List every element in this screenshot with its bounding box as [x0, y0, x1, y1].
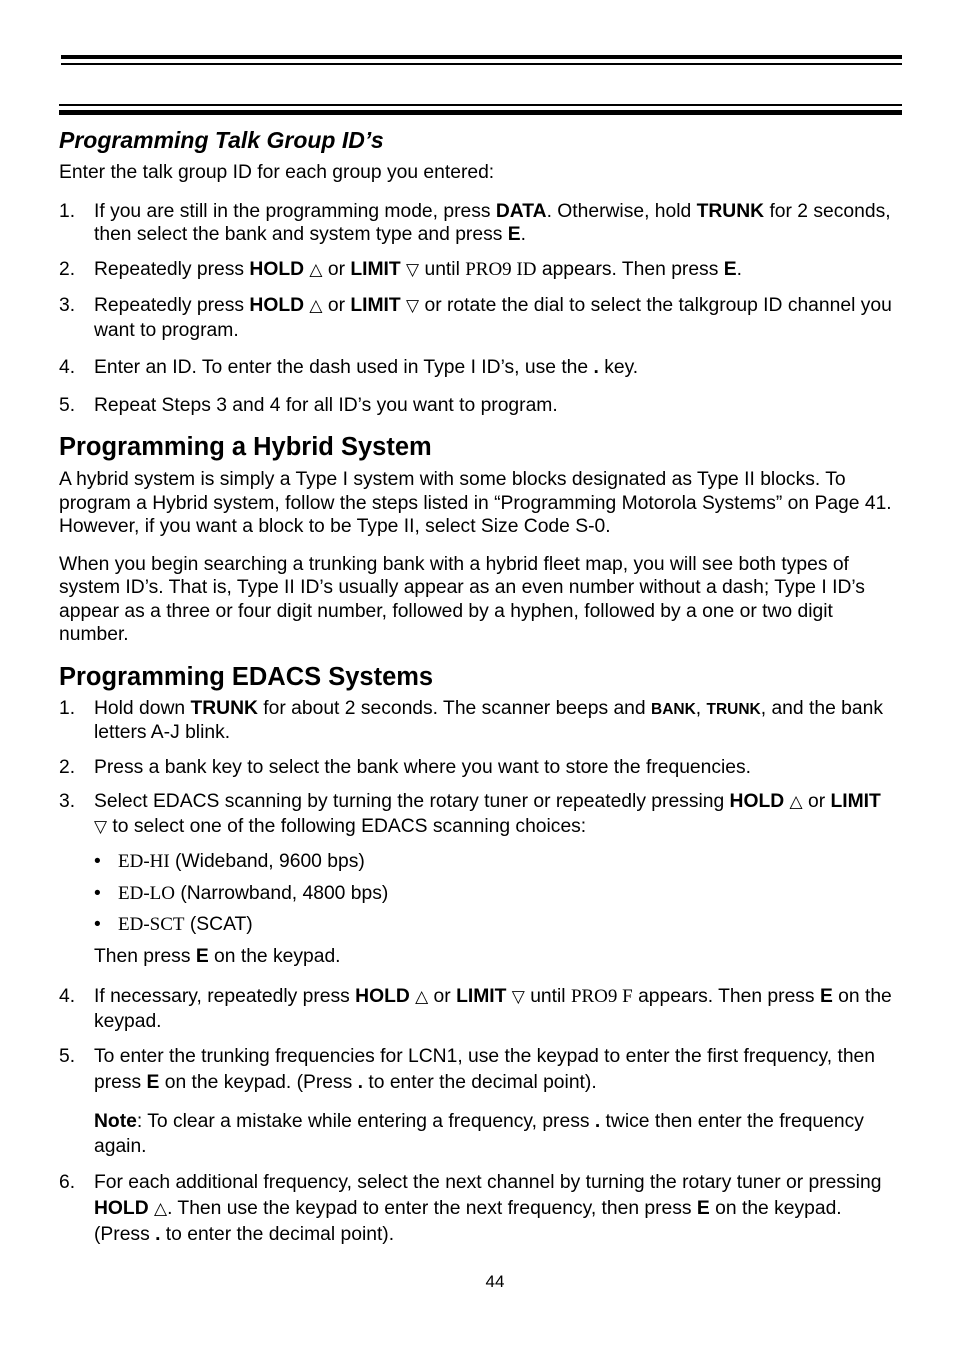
header-rule-bottom — [59, 104, 902, 115]
step-3: 3. Repeatedly press HOLD △ or LIMIT ▽ or rotate the dial to select the talkgroup ID channel you want to program. — [59, 295, 892, 341]
choice-ed-lo: • ED-LO (Narrowband, 4800 bps) — [94, 882, 389, 904]
bank-indicator: BANK — [651, 700, 696, 718]
header-rule-top — [61, 55, 902, 65]
edacs-step-1: 1. Hold down TRUNK for about 2 seconds. The scanner beeps and BANK, TRUNK, and the bank letters A-J blink. — [59, 697, 883, 743]
edacs-choices — [94, 850, 899, 937]
up-triangle-icon: △ — [789, 792, 803, 812]
step-2: 2. Repeatedly press HOLD △ or LIMIT ▽ until PRO9 ID appears. Then press E. — [59, 258, 742, 280]
up-triangle-icon: △ — [153, 1198, 168, 1219]
choice-ed-sct: • ED-SCT (SCAT) — [94, 914, 253, 935]
up-triangle-icon: △ — [309, 296, 323, 316]
page-number: 44 — [485, 1272, 505, 1291]
hybrid-paragraph-1: A hybrid system is simply a Type I system with some blocks designated as Type II blocks. To program a Hybrid system, follow the steps listed in “Programming Motorola Systems” on Page 41. However, if you want a block to be Type II, select Size Code S-0. — [59, 469, 892, 537]
talk-group-steps — [59, 200, 899, 418]
edacs-step-2: 2. Press a bank key to select the bank where you want to store the frequencies. — [59, 756, 752, 778]
step-5: 5. Repeat Steps 3 and 4 for all ID’s you want to program. — [59, 394, 558, 416]
hybrid-paragraph-2: When you begin searching a trunking bank with a hybrid fleet map, you will see both types of system ID’s. That is, Type II ID’s usually appear as an even number without a dash; Type I ID’s appear as a three or four digit number, followed by a hyphen, followed by a one or two digit number. — [59, 553, 865, 645]
up-triangle-icon: △ — [415, 987, 429, 1007]
note-text: Note: To clear a mistake while entering a frequency, press . twice then enter the frequency again. — [94, 1111, 864, 1157]
edacs-step-5: 5. To enter the trunking frequencies for LCN1, use the keypad to enter the first frequency, then press E on the keypad. (Press . to enter the decimal point). Note: To clear a mistake while entering a frequency, press . twice then enter the frequency again. — [59, 1044, 899, 1159]
edacs-step-3: 3. Select EDACS scanning by turning the rotary tuner or repeatedly pressing HOLD △ or LIMIT ▽ to select one of the following EDACS scanning choices: • ED-HI (Wideband, 9600 bps) • ED-LO (Narrowband, 4800 bps) • ED-SCT (SCAT) Then press E on the keypad. — [59, 790, 899, 968]
section-title-edacs: Programming EDACS Systems — [59, 662, 434, 691]
choice-ed-hi: • ED-HI (Wideband, 9600 bps) — [94, 851, 365, 872]
page-content — [59, 124, 899, 1248]
down-triangle-icon: ▽ — [406, 259, 420, 280]
trunk-indicator: TRUNK — [706, 700, 761, 718]
edacs-step-6: 6. For each additional frequency, select the next channel by turning the rotary tuner or pressing HOLD △. Then use the keypad to enter the next frequency, then press E on the keypad. (Press . to enter the decimal point). — [59, 1172, 882, 1245]
edacs-steps — [59, 697, 899, 1248]
section-intro: Enter the talk group ID for each group you entered: — [59, 162, 495, 183]
step-1: 1. If you are still in the programming mode, press DATA. Otherwise, hold TRUNK for 2 seconds, then select the bank and system type and press E. — [59, 200, 891, 245]
section-title-talk-group: Programming Talk Group ID’s — [59, 127, 384, 153]
display-text: PRO9 ID — [465, 258, 537, 280]
section-title-hybrid: Programming a Hybrid System — [59, 433, 432, 461]
then-press-text: Then press E on the keypad. — [94, 945, 341, 967]
down-triangle-icon: ▽ — [94, 816, 108, 837]
down-triangle-icon: ▽ — [406, 296, 420, 316]
up-triangle-icon: △ — [309, 259, 323, 280]
step-4: 4. Enter an ID. To enter the dash used in Type I ID’s, use the . key. — [59, 357, 639, 378]
display-text: PRO9 F — [570, 986, 633, 1007]
edacs-step-4: 4. If necessary, repeatedly press HOLD △ or LIMIT ▽ until PRO9 F appears. Then press E on the keypad. — [59, 986, 892, 1032]
down-triangle-icon: ▽ — [511, 987, 525, 1007]
